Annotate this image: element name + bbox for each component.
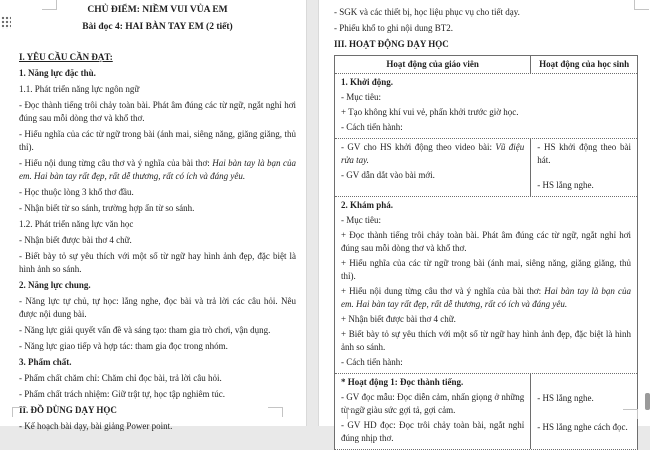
heading-nang-luc-dac-thu: 1. Năng lực đặc thù.	[19, 68, 96, 78]
table-row-kham-pha	[335, 197, 637, 374]
student-cell	[531, 374, 637, 449]
doc-paragraph: 1.1. Phát triển năng lực ngôn ngữ	[19, 84, 140, 94]
doc-title-theme: CHỦ ĐIỂM: NIỀM VUI VỦA EM	[87, 5, 228, 15]
text-run: - Hiểu nội dung từng câu thơ và ý nghĩa của bài thơ:	[19, 158, 213, 168]
doc-paragraph: - Năng lực tự chủ, tự học: lắng nghe, đọc bài và trả lời các câu hỏi. Nêu được nội dung bài.	[19, 296, 296, 319]
activities-table	[334, 55, 638, 450]
text-run-italic: Vũ điệu rửa tay.	[341, 142, 525, 165]
doc-paragraph: - SGK và các thiết bị, học liệu phục vụ cho tiết dạy.	[334, 7, 520, 17]
doc-title-lesson: Bài đọc 4: HAI BÀN TAY EM (2 tiết)	[82, 22, 233, 32]
teacher-cell	[335, 139, 531, 196]
table-paragraph: + Hiểu nghĩa của các từ ngữ trong bài (ánh mai, siêng năng, giăng giăng, thủ thỉ).	[341, 258, 631, 281]
heading-pham-chat: 3. Phẩm chất.	[19, 357, 72, 367]
doc-paragraph: - Biết bày tỏ sự yêu thích với một số từ ngữ hay hình ảnh đẹp, đặc biệt là hình ảnh so sánh.	[19, 251, 296, 274]
table-paragraph: - HS lắng nghe cách đọc.	[537, 422, 628, 432]
text-run-italic: Hai bàn tay là bạn của em. Hai bàn tay rất đẹp, rất dễ thương, rất có ích và đáng yêu.	[19, 158, 296, 181]
doc-paragraph: - Năng lực giao tiếp và hợp tác: tham gia đọc trong nhóm.	[19, 341, 228, 351]
doc-paragraph: - Kế hoạch bài dạy, bài giảng Power point.	[19, 421, 173, 431]
margin-corner-mark	[634, 0, 649, 10]
table-header-teacher: Hoạt động của giáo viên	[335, 56, 531, 73]
heading-requirements: I. YÊU CẦU CẦN ĐẠT:	[19, 52, 113, 62]
table-paragraph	[341, 141, 524, 167]
margin-corner-mark	[12, 407, 27, 417]
table-paragraph: - HS khởi động theo bài hát.	[537, 142, 631, 165]
heading-hoat-dong-day-hoc: III. HOẠT ĐỘNG DẠY HỌC	[334, 39, 449, 49]
doc-paragraph: - Học thuộc lòng 3 khổ thơ đầu.	[19, 187, 134, 197]
margin-corner-mark	[623, 409, 638, 419]
table-row	[335, 374, 637, 449]
heading-do-dung-day-hoc: II. ĐỒ DÙNG DẠY HỌC	[19, 405, 117, 415]
table-paragraph: - Mục tiêu:	[341, 215, 381, 225]
activity-heading: 2. Khám phá.	[341, 200, 394, 210]
text-run: + Hiểu nội dung từng câu thơ và ý nghĩa của bài thơ:	[341, 286, 545, 296]
table-paragraph: + Tạo không khí vui vẻ, phấn khởi trước giờ học.	[341, 107, 519, 117]
table-header-row	[335, 56, 637, 74]
margin-corner-mark	[268, 407, 283, 417]
document-page-left[interactable]	[0, 0, 307, 431]
table-row-khoi-dong	[335, 74, 637, 139]
activity-heading: * Hoạt động 1: Đọc thành tiếng.	[341, 377, 464, 387]
table-paragraph: - HS lắng nghe.	[537, 393, 594, 403]
document-page-right[interactable]	[318, 0, 650, 443]
doc-paragraph: - Phẩm chất chăm chỉ: Chăm chỉ đọc bài, trả lời câu hỏi.	[19, 373, 222, 383]
doc-paragraph: - Nhận biết từ so sánh, trường hợp ẩn từ so sánh.	[19, 203, 195, 213]
activity-heading: 1. Khởi động.	[341, 77, 394, 87]
table-paragraph: + Biết bày tỏ sự yêu thích với một số từ ngữ hay hình ảnh đẹp, đặc biệt là hình ảnh so sánh.	[341, 329, 631, 352]
table-paragraph: - GV dẫn dắt vào bài mới.	[341, 170, 435, 180]
text-run: - GV cho HS khởi động theo video bài:	[341, 142, 496, 152]
doc-paragraph: - Năng lực giải quyết vấn đề và sáng tạo: tham gia trò chơi, vận dụng.	[19, 325, 271, 335]
margin-corner-mark	[347, 409, 362, 419]
doc-paragraph: - Phẩm chất trách nhiệm: Giữ trật tự, học tập nghiêm túc.	[19, 389, 225, 399]
text-run-italic: Hai bàn tay là bạn của em. Hai bàn tay rất đẹp, rất dễ thương, rất có ích và đáng yêu.	[341, 286, 631, 309]
doc-paragraph: - Nhận biết được bài thơ 4 chữ.	[19, 235, 132, 245]
table-paragraph: - Cách tiến hành:	[341, 357, 403, 367]
table-paragraph	[341, 285, 631, 311]
doc-paragraph: 1.2. Phát triển năng lực văn học	[19, 219, 134, 229]
drag-handle-icon[interactable]	[1, 16, 11, 29]
margin-corner-mark	[42, 0, 57, 10]
table-paragraph: - Mục tiêu:	[341, 92, 381, 102]
table-paragraph: + Nhận biết được bài thơ 4 chữ.	[341, 314, 456, 324]
page-left-content	[0, 0, 306, 433]
table-paragraph: - GV HD đọc: Đọc trôi chảy toàn bài, ngắt nghỉ đúng nhịp thơ.	[341, 420, 525, 443]
table-header-student: Hoạt động của học sinh	[539, 59, 630, 69]
student-cell	[531, 139, 637, 196]
page-right-content	[319, 0, 650, 450]
doc-paragraph: - Đọc thành tiếng trôi chảy toàn bài. Phát âm đúng các từ ngữ, ngắt nghỉ hơi đúng sau mỗi dòng thơ và khổ thơ.	[19, 100, 296, 123]
table-paragraph: - GV đọc mẫu: Đọc diễn cảm, nhấn giọng ở những từ ngữ giàu sức gợi tả, gợi cảm.	[341, 392, 525, 415]
scrollbar-thumb[interactable]	[645, 393, 650, 410]
table-row	[335, 139, 637, 197]
heading-nang-luc-chung: 2. Năng lực chung.	[19, 280, 91, 290]
doc-paragraph: - Hiểu nghĩa của các từ ngữ trong bài (ánh mai, siêng năng, giăng giăng, thủ thỉ).	[19, 129, 296, 152]
doc-paragraph	[19, 157, 296, 183]
teacher-cell	[335, 374, 531, 449]
doc-paragraph: - Phiếu khổ to ghi nội dung BT2.	[334, 23, 453, 33]
table-paragraph: - HS lắng nghe.	[537, 180, 594, 190]
table-paragraph: + Đọc thành tiếng trôi chảy toàn bài. Phát âm đúng các từ ngữ, ngắt nghỉ hơi đúng sau mỗi dòng thơ và khổ thơ.	[341, 230, 631, 253]
table-paragraph: - Cách tiến hành:	[341, 122, 403, 132]
